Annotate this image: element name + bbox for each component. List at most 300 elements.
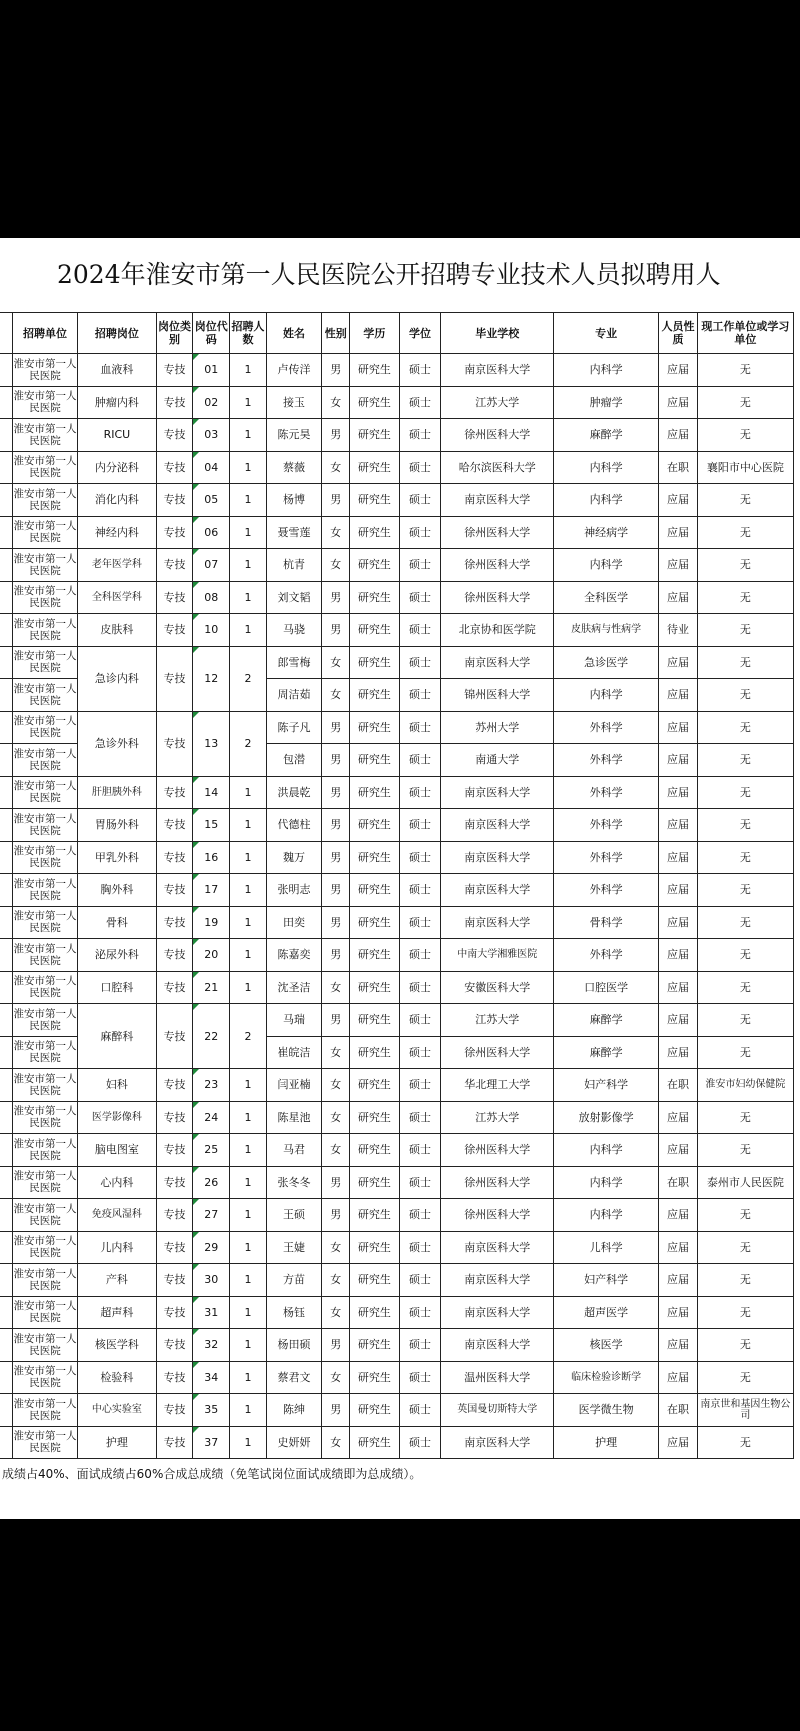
status-cell: 在职 (659, 1069, 698, 1102)
degree-cell: 硕士 (399, 971, 441, 1004)
sex-cell: 男 (322, 841, 350, 874)
school-cell: 南京医科大学 (441, 906, 554, 939)
category-cell: 专技 (156, 1426, 193, 1459)
table-row (0, 874, 794, 907)
quota-cell: 1 (230, 1199, 267, 1232)
header-cell: 学历 (350, 313, 400, 354)
quota-cell: 1 (230, 1166, 267, 1199)
quota-cell: 1 (230, 419, 267, 452)
workplace-cell: 襄阳市中心医院 (697, 451, 793, 484)
major-cell: 内科学 (554, 484, 659, 517)
name-cell: 陈绅 (266, 1394, 322, 1427)
post-cell: 医学影像科 (78, 1101, 156, 1134)
quota-cell: 1 (230, 1264, 267, 1297)
workplace-cell: 无 (697, 809, 793, 842)
school-cell: 徐州医科大学 (441, 581, 554, 614)
table-row (0, 419, 794, 452)
row-marker-cell (0, 354, 12, 387)
education-cell: 研究生 (350, 1134, 400, 1167)
post-cell: 消化内科 (78, 484, 156, 517)
row-marker-cell (0, 1231, 12, 1264)
workplace-cell: 泰州市人民医院 (697, 1166, 793, 1199)
unit-cell: 淮安市第一人民医院 (12, 354, 77, 387)
degree-cell: 硕士 (399, 1329, 441, 1362)
degree-cell: 硕士 (399, 451, 441, 484)
table-row (0, 1361, 794, 1394)
category-cell: 专技 (156, 874, 193, 907)
education-cell: 研究生 (350, 1296, 400, 1329)
quota-cell: 1 (230, 451, 267, 484)
school-cell: 徐州医科大学 (441, 1134, 554, 1167)
post-cell: 皮肤科 (78, 614, 156, 647)
major-cell: 皮肤病与性病学 (554, 614, 659, 647)
status-cell: 应届 (659, 1134, 698, 1167)
post-cell: 内分泌科 (78, 451, 156, 484)
row-marker-cell (0, 906, 12, 939)
workplace-cell: 南京世和基因生物公司 (697, 1394, 793, 1427)
name-cell: 卢传洋 (266, 354, 322, 387)
quota-cell: 2 (230, 711, 267, 776)
education-cell: 研究生 (350, 1069, 400, 1102)
category-cell: 专技 (156, 1231, 193, 1264)
row-marker-cell (0, 419, 12, 452)
unit-cell: 淮安市第一人民医院 (12, 744, 77, 777)
unit-cell: 淮安市第一人民医院 (12, 841, 77, 874)
sex-cell: 女 (322, 971, 350, 1004)
code-cell: 32 (193, 1329, 230, 1362)
sex-cell: 女 (322, 1361, 350, 1394)
table-row (0, 711, 794, 744)
name-cell: 田奕 (266, 906, 322, 939)
sex-cell: 女 (322, 1296, 350, 1329)
table-row (0, 1264, 794, 1297)
degree-cell: 硕士 (399, 419, 441, 452)
code-cell: 03 (193, 419, 230, 452)
sex-cell: 男 (322, 809, 350, 842)
table-row (0, 1101, 794, 1134)
status-cell: 应届 (659, 874, 698, 907)
quota-cell: 1 (230, 874, 267, 907)
category-cell: 专技 (156, 809, 193, 842)
education-cell: 研究生 (350, 841, 400, 874)
school-cell: 华北理工大学 (441, 1069, 554, 1102)
row-marker-cell (0, 451, 12, 484)
education-cell: 研究生 (350, 1264, 400, 1297)
school-cell: 徐州医科大学 (441, 1199, 554, 1232)
name-cell: 杨博 (266, 484, 322, 517)
table-row (0, 1329, 794, 1362)
code-cell: 27 (193, 1199, 230, 1232)
education-cell: 研究生 (350, 1394, 400, 1427)
workplace-cell: 无 (697, 646, 793, 679)
workplace-cell: 无 (697, 516, 793, 549)
sex-cell: 男 (322, 1329, 350, 1362)
degree-cell: 硕士 (399, 1264, 441, 1297)
category-cell: 专技 (156, 549, 193, 582)
workplace-cell: 无 (697, 841, 793, 874)
post-cell: 胃肠外科 (78, 809, 156, 842)
school-cell: 温州医科大学 (441, 1361, 554, 1394)
row-marker-cell (0, 1394, 12, 1427)
row-marker-cell (0, 711, 12, 744)
degree-cell: 硕士 (399, 646, 441, 679)
education-cell: 研究生 (350, 484, 400, 517)
sex-cell: 男 (322, 711, 350, 744)
code-cell: 16 (193, 841, 230, 874)
post-cell: 泌尿外科 (78, 939, 156, 972)
post-cell: 检验科 (78, 1361, 156, 1394)
category-cell: 专技 (156, 1166, 193, 1199)
sex-cell: 女 (322, 549, 350, 582)
degree-cell: 硕士 (399, 1069, 441, 1102)
education-cell: 研究生 (350, 1361, 400, 1394)
code-cell: 05 (193, 484, 230, 517)
table-row (0, 386, 794, 419)
table-row (0, 1426, 794, 1459)
name-cell: 陈子凡 (266, 711, 322, 744)
unit-cell: 淮安市第一人民医院 (12, 646, 77, 679)
sex-cell: 男 (322, 1004, 350, 1037)
name-cell: 陈嘉奕 (266, 939, 322, 972)
major-cell: 儿科学 (554, 1231, 659, 1264)
category-cell: 专技 (156, 1264, 193, 1297)
major-cell: 口腔医学 (554, 971, 659, 1004)
table-row (0, 1134, 794, 1167)
school-cell: 江苏大学 (441, 1101, 554, 1134)
school-cell: 徐州医科大学 (441, 549, 554, 582)
status-cell: 应届 (659, 581, 698, 614)
major-cell: 内科学 (554, 1199, 659, 1232)
major-cell: 神经病学 (554, 516, 659, 549)
code-cell: 02 (193, 386, 230, 419)
sex-cell: 女 (322, 1069, 350, 1102)
degree-cell: 硕士 (399, 484, 441, 517)
quota-cell: 1 (230, 516, 267, 549)
school-cell: 北京协和医学院 (441, 614, 554, 647)
unit-cell: 淮安市第一人民医院 (12, 1036, 77, 1069)
row-marker-cell (0, 484, 12, 517)
degree-cell: 硕士 (399, 386, 441, 419)
table-row (0, 971, 794, 1004)
major-cell: 急诊医学 (554, 646, 659, 679)
status-cell: 应届 (659, 1296, 698, 1329)
code-cell: 12 (193, 646, 230, 711)
status-cell: 应届 (659, 549, 698, 582)
row-marker-cell (0, 1329, 12, 1362)
degree-cell: 硕士 (399, 906, 441, 939)
degree-cell: 硕士 (399, 581, 441, 614)
sex-cell: 男 (322, 614, 350, 647)
school-cell: 哈尔滨医科大学 (441, 451, 554, 484)
post-cell: RICU (78, 419, 156, 452)
status-cell: 应届 (659, 679, 698, 712)
status-cell: 应届 (659, 646, 698, 679)
workplace-cell: 无 (697, 776, 793, 809)
name-cell: 马君 (266, 1134, 322, 1167)
quota-cell: 1 (230, 1069, 267, 1102)
code-cell: 10 (193, 614, 230, 647)
header-cell (0, 313, 12, 354)
name-cell: 杨田硕 (266, 1329, 322, 1362)
category-cell: 专技 (156, 1199, 193, 1232)
post-cell: 护理 (78, 1426, 156, 1459)
unit-cell: 淮安市第一人民医院 (12, 971, 77, 1004)
degree-cell: 硕士 (399, 354, 441, 387)
school-cell: 南京医科大学 (441, 841, 554, 874)
quota-cell: 1 (230, 841, 267, 874)
unit-cell: 淮安市第一人民医院 (12, 1394, 77, 1427)
row-marker-cell (0, 1426, 12, 1459)
code-cell: 35 (193, 1394, 230, 1427)
row-marker-cell (0, 971, 12, 1004)
post-cell: 口腔科 (78, 971, 156, 1004)
unit-cell: 淮安市第一人民医院 (12, 939, 77, 972)
status-cell: 应届 (659, 1036, 698, 1069)
post-cell: 中心实验室 (78, 1394, 156, 1427)
workplace-cell: 无 (697, 971, 793, 1004)
sex-cell: 女 (322, 1101, 350, 1134)
name-cell: 洪晨乾 (266, 776, 322, 809)
workplace-cell: 无 (697, 711, 793, 744)
education-cell: 研究生 (350, 744, 400, 777)
code-cell: 37 (193, 1426, 230, 1459)
quota-cell: 1 (230, 971, 267, 1004)
sex-cell: 男 (322, 874, 350, 907)
category-cell: 专技 (156, 516, 193, 549)
workplace-cell: 无 (697, 581, 793, 614)
table-row (0, 776, 794, 809)
status-cell: 应届 (659, 1329, 698, 1362)
post-cell: 全科医学科 (78, 581, 156, 614)
post-cell: 妇科 (78, 1069, 156, 1102)
education-cell: 研究生 (350, 646, 400, 679)
sex-cell: 女 (322, 679, 350, 712)
name-cell: 代德柱 (266, 809, 322, 842)
code-cell: 20 (193, 939, 230, 972)
quota-cell: 1 (230, 906, 267, 939)
code-cell: 15 (193, 809, 230, 842)
status-cell: 应届 (659, 971, 698, 1004)
table-row (0, 646, 794, 679)
school-cell: 徐州医科大学 (441, 1166, 554, 1199)
workplace-cell: 无 (697, 679, 793, 712)
name-cell: 马骁 (266, 614, 322, 647)
unit-cell: 淮安市第一人民医院 (12, 484, 77, 517)
unit-cell: 淮安市第一人民医院 (12, 581, 77, 614)
sex-cell: 女 (322, 1231, 350, 1264)
unit-cell: 淮安市第一人民医院 (12, 1199, 77, 1232)
code-cell: 08 (193, 581, 230, 614)
degree-cell: 硕士 (399, 711, 441, 744)
code-cell: 25 (193, 1134, 230, 1167)
workplace-cell: 无 (697, 1426, 793, 1459)
status-cell: 应届 (659, 744, 698, 777)
code-cell: 06 (193, 516, 230, 549)
code-cell: 14 (193, 776, 230, 809)
sex-cell: 女 (322, 646, 350, 679)
row-marker-cell (0, 1004, 12, 1037)
sex-cell: 男 (322, 1199, 350, 1232)
status-cell: 应届 (659, 809, 698, 842)
category-cell: 专技 (156, 841, 193, 874)
education-cell: 研究生 (350, 1231, 400, 1264)
name-cell: 杭青 (266, 549, 322, 582)
category-cell: 专技 (156, 419, 193, 452)
category-cell: 专技 (156, 971, 193, 1004)
degree-cell: 硕士 (399, 874, 441, 907)
code-cell: 19 (193, 906, 230, 939)
workplace-cell: 无 (697, 1004, 793, 1037)
quota-cell: 1 (230, 549, 267, 582)
row-marker-cell (0, 1296, 12, 1329)
table-row (0, 451, 794, 484)
code-cell: 13 (193, 711, 230, 776)
sex-cell: 男 (322, 906, 350, 939)
degree-cell: 硕士 (399, 939, 441, 972)
quota-cell: 1 (230, 614, 267, 647)
row-marker-cell (0, 614, 12, 647)
education-cell: 研究生 (350, 1166, 400, 1199)
row-marker-cell (0, 809, 12, 842)
unit-cell: 淮安市第一人民医院 (12, 679, 77, 712)
sex-cell: 男 (322, 419, 350, 452)
sex-cell: 女 (322, 1264, 350, 1297)
header-cell: 岗位代码 (193, 313, 230, 354)
quota-cell: 1 (230, 386, 267, 419)
code-cell: 01 (193, 354, 230, 387)
workplace-cell: 无 (697, 1264, 793, 1297)
row-marker-cell (0, 549, 12, 582)
header-cell: 姓名 (266, 313, 322, 354)
major-cell: 内科学 (554, 451, 659, 484)
category-cell: 专技 (156, 1394, 193, 1427)
school-cell: 徐州医科大学 (441, 1036, 554, 1069)
degree-cell: 硕士 (399, 809, 441, 842)
education-cell: 研究生 (350, 354, 400, 387)
major-cell: 外科学 (554, 841, 659, 874)
code-cell: 04 (193, 451, 230, 484)
status-cell: 应届 (659, 906, 698, 939)
post-cell: 肝胆胰外科 (78, 776, 156, 809)
workplace-cell: 无 (697, 1036, 793, 1069)
unit-cell: 淮安市第一人民医院 (12, 1069, 77, 1102)
category-cell: 专技 (156, 776, 193, 809)
workplace-cell: 无 (697, 1231, 793, 1264)
name-cell: 马瑞 (266, 1004, 322, 1037)
sex-cell: 男 (322, 939, 350, 972)
row-marker-cell (0, 1199, 12, 1232)
quota-cell: 1 (230, 484, 267, 517)
code-cell: 22 (193, 1004, 230, 1069)
unit-cell: 淮安市第一人民医院 (12, 1361, 77, 1394)
post-cell: 急诊内科 (78, 646, 156, 711)
table-header-row (0, 313, 794, 354)
name-cell: 周洁茹 (266, 679, 322, 712)
table-row (0, 354, 794, 387)
workplace-cell: 无 (697, 614, 793, 647)
degree-cell: 硕士 (399, 1199, 441, 1232)
quota-cell: 1 (230, 1296, 267, 1329)
quota-cell: 1 (230, 809, 267, 842)
quota-cell: 1 (230, 1101, 267, 1134)
table-row (0, 549, 794, 582)
quota-cell: 1 (230, 354, 267, 387)
header-cell: 现工作单位或学习单位 (697, 313, 793, 354)
hiring-table (0, 312, 794, 1459)
workplace-cell: 无 (697, 484, 793, 517)
sex-cell: 男 (322, 744, 350, 777)
name-cell: 郎雪梅 (266, 646, 322, 679)
sex-cell: 男 (322, 581, 350, 614)
name-cell: 张明志 (266, 874, 322, 907)
name-cell: 崔皖洁 (266, 1036, 322, 1069)
row-marker-cell (0, 1101, 12, 1134)
table-body (0, 354, 794, 1459)
category-cell: 专技 (156, 614, 193, 647)
category-cell: 专技 (156, 484, 193, 517)
major-cell: 外科学 (554, 874, 659, 907)
header-cell: 招聘人数 (230, 313, 267, 354)
sex-cell: 女 (322, 1036, 350, 1069)
major-cell: 麻醉学 (554, 1004, 659, 1037)
name-cell: 方苗 (266, 1264, 322, 1297)
major-cell: 放射影像学 (554, 1101, 659, 1134)
quota-cell: 1 (230, 1134, 267, 1167)
unit-cell: 淮安市第一人民医院 (12, 1004, 77, 1037)
post-cell: 骨科 (78, 906, 156, 939)
unit-cell: 淮安市第一人民医院 (12, 386, 77, 419)
category-cell: 专技 (156, 1069, 193, 1102)
quota-cell: 1 (230, 776, 267, 809)
school-cell: 南京医科大学 (441, 646, 554, 679)
post-cell: 心内科 (78, 1166, 156, 1199)
unit-cell: 淮安市第一人民医院 (12, 906, 77, 939)
education-cell: 研究生 (350, 1101, 400, 1134)
footnote: 成绩占40%、面试成绩占60%合成总成绩（免笔试岗位面试成绩即为总成绩）。 (2, 1467, 422, 1481)
document-sheet (0, 238, 800, 1519)
major-cell: 全科医学 (554, 581, 659, 614)
quota-cell: 1 (230, 1394, 267, 1427)
category-cell: 专技 (156, 354, 193, 387)
workplace-cell: 无 (697, 744, 793, 777)
quota-cell: 1 (230, 1361, 267, 1394)
workplace-cell: 无 (697, 1101, 793, 1134)
school-cell: 南京医科大学 (441, 1426, 554, 1459)
major-cell: 外科学 (554, 809, 659, 842)
post-cell: 甲乳外科 (78, 841, 156, 874)
sex-cell: 男 (322, 1166, 350, 1199)
school-cell: 南京医科大学 (441, 1264, 554, 1297)
major-cell: 内科学 (554, 549, 659, 582)
name-cell: 张冬冬 (266, 1166, 322, 1199)
name-cell: 王硕 (266, 1199, 322, 1232)
row-marker-cell (0, 679, 12, 712)
school-cell: 南京医科大学 (441, 484, 554, 517)
name-cell: 刘文韬 (266, 581, 322, 614)
name-cell: 聂雪莲 (266, 516, 322, 549)
workplace-cell: 无 (697, 419, 793, 452)
table-row (0, 516, 794, 549)
school-cell: 中南大学湘雅医院 (441, 939, 554, 972)
degree-cell: 硕士 (399, 1361, 441, 1394)
degree-cell: 硕士 (399, 1134, 441, 1167)
row-marker-cell (0, 516, 12, 549)
degree-cell: 硕士 (399, 1426, 441, 1459)
category-cell: 专技 (156, 1296, 193, 1329)
school-cell: 英国曼切斯特大学 (441, 1394, 554, 1427)
workplace-cell: 无 (697, 386, 793, 419)
status-cell: 应届 (659, 1199, 698, 1232)
